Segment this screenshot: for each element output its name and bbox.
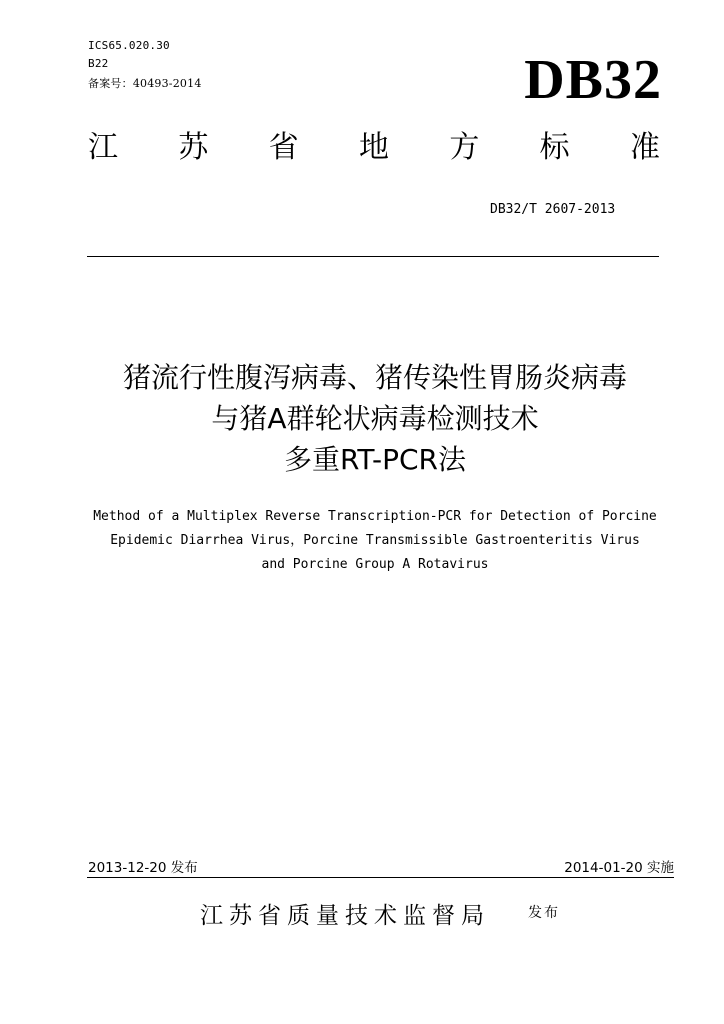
title-line: 多重RT-PCR法 [284, 443, 466, 476]
title-chinese [60, 357, 690, 480]
header-divider [87, 256, 659, 257]
standard-type-char: 准 [629, 130, 660, 165]
standard-type [88, 130, 660, 165]
implementation-date: 2014-01-20 实施 [564, 860, 674, 876]
subtitle-line: Epidemic Diarrhea Virus，Porcine Transmissible Gastroenteritis Virus [110, 533, 640, 548]
standard-type-char: 标 [539, 130, 570, 165]
subtitle-line: and Porcine Group A Rotavirus [261, 557, 489, 572]
standard-type-char: 苏 [178, 130, 209, 165]
record-label: 备案号： [88, 77, 133, 90]
record-number [88, 75, 202, 91]
standard-type-char: 方 [449, 130, 480, 165]
issuing-authority: 江苏省质量技术监督局 [200, 903, 490, 929]
issue-date: 2013-12-20 发布 [88, 860, 198, 876]
ics-code: ICS65.020.30 [88, 39, 170, 52]
footer-divider [87, 877, 674, 878]
standard-type-char: 省 [268, 130, 299, 165]
title-english [60, 505, 690, 577]
title-line: 猪流行性腹泻病毒、猪传染性胃肠炎病毒 [122, 361, 627, 394]
standard-type-char: 江 [88, 130, 118, 165]
record-number-value: 40493-2014 [132, 77, 202, 90]
standard-code: DB32/T 2607-2013 [490, 202, 616, 217]
title-line: 与猪A群轮状病毒检测技术 [211, 402, 539, 435]
classification-code: B22 [88, 57, 109, 70]
subtitle-line: Method of a Multiplex Reverse Transcription-PCR for Detection of Porcine [93, 509, 657, 524]
db-logo: DB32 [524, 49, 662, 111]
issuing-label: 发布 [528, 905, 560, 921]
standard-type-char: 地 [358, 130, 389, 165]
